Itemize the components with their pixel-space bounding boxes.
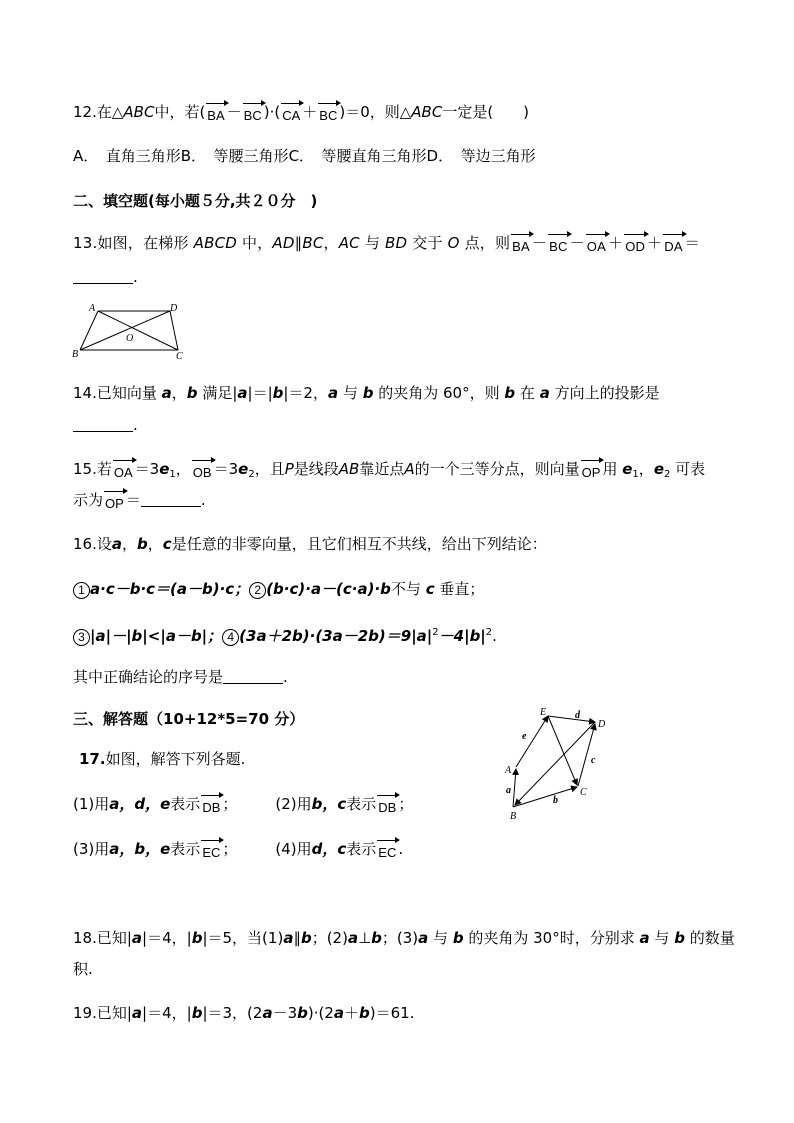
answer-blank[interactable] [73,269,133,284]
label-a: A [89,303,96,314]
question-19: 19.已知|a|＝4，|b|＝3，(2a－3b)·(2a＋b)＝61. [73,1004,415,1022]
question-17-parts-3-4: (3)用a，b，e表示 EC ； (4)用d，c表示 EC . [73,838,403,864]
question-16-answer: 其中正确结论的序号是 . [73,668,288,686]
option-a: A． 直角三角形 [73,147,181,165]
trapezoid-figure [70,300,195,362]
answer-blank[interactable] [73,417,133,432]
circled-number-2: 2 [249,582,266,599]
vector-bc-2: BC [318,105,338,127]
vector-label-c: c [591,755,596,766]
label-e: E [540,707,547,718]
label-b: B [510,811,517,821]
vector-a [513,769,516,807]
question-12-options [73,145,536,167]
diagonal-bd [80,311,170,350]
question-15-line2: 示为 OP ＝ . [73,489,206,515]
question-17: 17.如图，解答下列各题. [79,750,246,768]
vector-label-a: a [506,785,511,796]
vector-ba: BA [206,105,225,127]
vector-oa: OA [586,236,607,258]
pentagon-figure [498,703,616,821]
label-c: C [176,351,183,362]
circled-number-1: 1 [73,582,90,599]
question-13: 13.如图，在梯形 ABCD 中，AD∥BC，AC 与 BD 交于 O 点，则 BA － BC － OA ＋ OD ＋ DA ＝ [73,232,700,258]
vector-ca: CA [281,105,301,127]
section-3-heading: 三、解答题（10+12*5=70 分） [73,710,305,728]
vector-db-2: DB [377,797,397,819]
question-16-statements-3-4: 3 |a|－|b|<|a－b|； 4 $(3a+2b)\cdot(3a-2b)=9|a|^2-4|b|^2$. [73,622,497,647]
vector-op-2: OP [104,493,125,515]
vector-ba: BA [511,236,531,258]
vector-ec: EC [201,842,221,864]
question-14-answer: . [73,414,138,436]
question-12: 12.在△ABC中，若( BA － BC )·( CA ＋ BC )＝0，则△ABC一定是( ) [73,101,529,127]
edge-ab [80,311,98,350]
vector-e [516,716,548,767]
label-a: A [505,765,512,776]
label-b: B [72,349,79,360]
question-18-line2: 积. [73,960,93,978]
circled-number-3: 3 [73,629,90,646]
option-d: D． 等边三角形 [426,147,536,165]
option-b: B． 等腰三角形 [180,147,289,165]
vector-op: OP [581,462,602,484]
vector-oa: OA [113,462,134,484]
question-16: 16.设a，b，c是任意的非零向量，且它们相互不共线，给出下列结论： [73,535,547,553]
circled-number-4: 4 [222,629,239,646]
vector-bc: BC [243,105,263,127]
vector-label-b: b [553,795,558,806]
vector-ob: OB [192,462,213,484]
label-d: D [598,719,606,730]
diagonal-ac [98,311,178,350]
vector-da: DA [663,236,683,258]
vector-d [548,716,595,722]
vector-label-e: e [522,731,527,742]
label-o: O [126,333,134,344]
label-c: C [580,787,587,798]
vector-bc: BC [548,236,568,258]
question-15: 15.若 OA $=3e_1$， OB $=3e_2$，且P是线段AB靠近点A的一个三等分点，则向量 OP 用 $e_1$，$e_2$ 可表 [73,458,705,486]
question-17-parts-1-2: (1)用a，d，e表示 DB ； (2)用b，c表示 DB ； [73,793,413,819]
vector-od: OD [624,236,646,258]
label-d: D [170,303,178,314]
answer-blank[interactable] [141,492,201,507]
question-14: 14.已知向量 a，b 满足|a|＝|b|＝2，a 与 b 的夹角为 60°，则 b 在 a 方向上的投影是 [73,384,660,402]
vector-db: DB [201,797,221,819]
answer-blank[interactable] [223,669,283,684]
vector-ec-line [548,716,577,785]
vector-ec-2: EC [377,842,397,864]
question-18: 18.已知|a|＝4，|b|＝5，当(1)a∥b；(2)a⊥b；(3)a 与 b 的夹角为 30°时，分别求 a 与 b 的数量 [73,929,735,947]
question-16-statements-1-2: 1 a·c－b·c＝(a－b)·c； 2 (b·c)·a－(c·a)·b不与 c 垂直； [73,578,484,600]
edge-dc [170,311,178,350]
question-13-answer: . [73,266,138,288]
vector-label-d: d [575,710,580,721]
section-2-heading: 二、填空题(每小题５分,共２０分 ) [73,192,318,210]
option-c: C． 等腰直角三角形 [288,147,427,165]
